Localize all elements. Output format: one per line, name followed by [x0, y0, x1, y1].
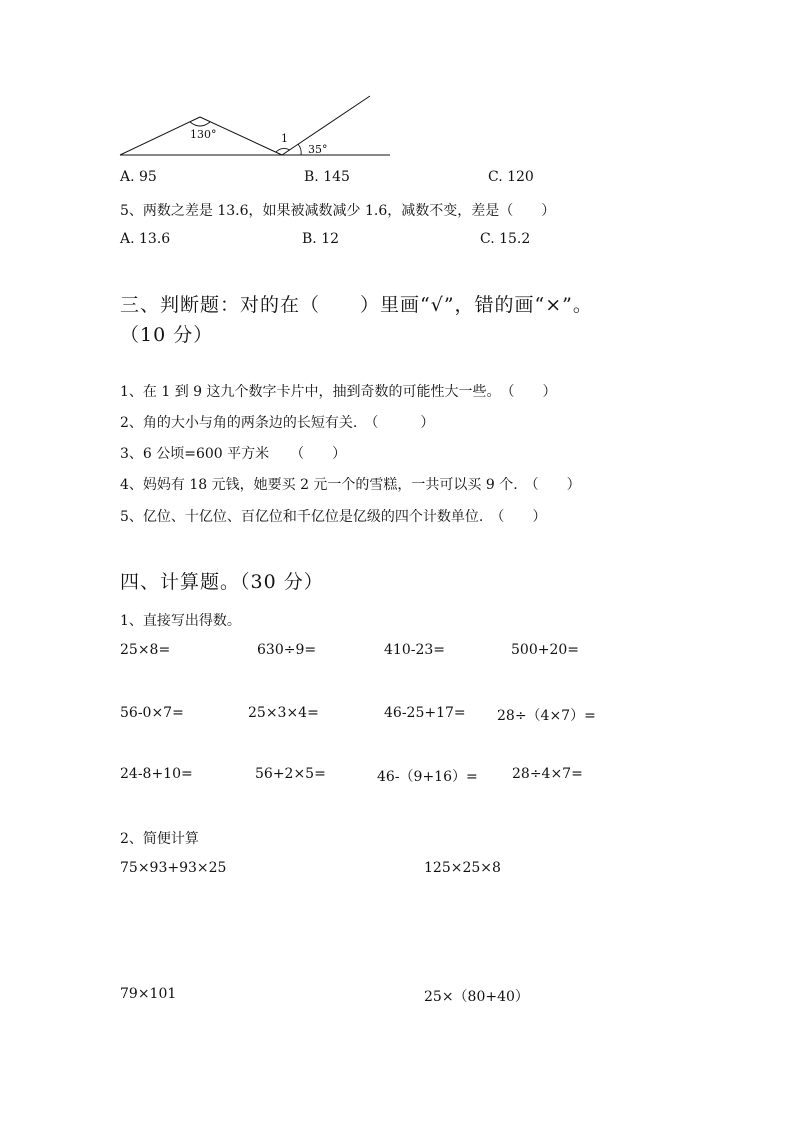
calc-r1-c2: 630÷9=: [257, 642, 317, 658]
calc-r2-c3: 46-25+17=: [384, 705, 466, 721]
simplify-1: 75×93+93×25: [120, 860, 227, 876]
q5-option-c: C. 15.2: [480, 231, 531, 247]
judge-item-4: 4、妈妈有 18 元钱，她要买 2 元一个的雪糕，一共可以买 9 个. （ ）: [120, 477, 581, 493]
calc-r1-c3: 410-23=: [384, 642, 445, 658]
q4-option-c: C. 120: [488, 169, 534, 185]
angle-label-35: 35°: [308, 143, 328, 156]
simplify-2: 125×25×8: [424, 860, 501, 876]
triangle-left-side: [120, 117, 200, 155]
section4-sub1: 1、直接写出得数。: [120, 613, 241, 629]
simplify-3: 79×101: [120, 986, 177, 1002]
q5-option-a: A. 13.6: [120, 231, 171, 247]
q5-text: 5、两数之差是 13.6，如果被减数减少 1.6，减数不变，差是（ ）: [120, 203, 556, 219]
calc-r2-c1: 56-0×7=: [120, 705, 184, 721]
calc-r3-c1: 24-8+10=: [120, 766, 193, 782]
section3-title: 三、判断题：对的在（ ）里画“√”，错的画“×”。: [120, 294, 593, 316]
angle-arc-top: [190, 122, 210, 126]
angle-label-130: 130°: [190, 128, 217, 141]
angle-label-1: 1: [281, 132, 288, 145]
calc-r3-c3: 46-（9+16）=: [377, 769, 478, 785]
judge-item-3: 3、6 公顷=600 平方米 （ ）: [120, 446, 347, 462]
calc-r2-c4: 28÷（4×7）=: [497, 708, 596, 724]
angle-arc-right: [298, 144, 301, 155]
judge-item-1: 1、在 1 到 9 这九个数字卡片中，抽到奇数的可能性大一些。 （ ）: [120, 384, 557, 400]
calc-r3-c2: 56+2×5=: [255, 766, 326, 782]
judge-item-2: 2、角的大小与角的两条边的长短有关. （ ）: [120, 415, 435, 431]
calc-r2-c2: 25×3×4=: [248, 705, 319, 721]
q5-option-b: B. 12: [302, 231, 340, 247]
section3-score: （10 分）: [120, 324, 214, 346]
section4-sub2: 2、简便计算: [120, 831, 199, 847]
judge-item-5: 5、亿位、十亿位、百亿位和千亿位是亿级的四个计数单位. （ ）: [120, 509, 547, 525]
calc-r1-c4: 500+20=: [511, 642, 579, 658]
calc-r3-c4: 28÷4×7=: [512, 766, 583, 782]
q4-option-a: A. 95: [120, 169, 157, 185]
simplify-4: 25×（80+40）: [424, 989, 529, 1005]
angle-figure: [112, 90, 397, 162]
section4-title: 四、计算题。（30 分）: [120, 571, 324, 593]
q4-option-b: B. 145: [304, 169, 350, 185]
calc-r1-c1: 25×8=: [120, 642, 171, 658]
